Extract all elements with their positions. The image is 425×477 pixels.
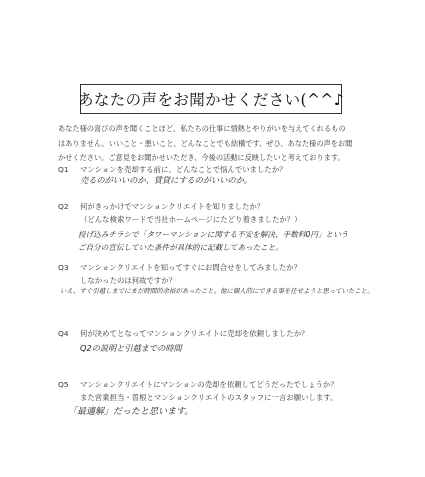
question-text: また営業担当・曽根とマンションクリエイトのスタッフに一言お願いします。	[80, 393, 338, 402]
question-5	[58, 378, 338, 404]
question-number: Q4	[58, 329, 69, 338]
intro-paragraph	[58, 122, 378, 166]
intro-line: あなた様の喜びの声を聞くことほど、私たちの仕事に情熱とやりがいを与えてくれるもの	[58, 124, 346, 133]
answer-1: 売るのがいいのか、賃貸にするのがいいのか。	[80, 175, 252, 185]
question-number: Q5	[58, 380, 69, 389]
question-text: 何が決めてとなってマンションクリエイトに売却を依頼しましたか？	[80, 329, 309, 338]
intro-line: はありません。いいこと・悪いこと、どんなことでも結構です。ぜひ、あなた様の声をお聞	[58, 138, 353, 148]
question-text: マンションクリエイトにマンションの売却を依頼してどうだったでしょうか？	[80, 380, 338, 389]
question-4	[58, 327, 308, 340]
question-2	[58, 200, 302, 226]
question-text: （どんな検索ワードで当社ホームページにたどり着きましたか？）	[80, 215, 302, 224]
question-number: Q1	[58, 165, 69, 174]
question-3	[58, 261, 301, 287]
survey-title-box	[77, 84, 345, 114]
answer-5: 「最適解」だったと思います。	[68, 407, 194, 417]
question-text: しなかったのは何故ですか？	[80, 276, 177, 285]
question-text: 何がきっかけでマンションクリエイトを知りましたか？	[80, 202, 265, 211]
answer-3: いえ、すぐ引越しまでにまだ時間的余裕があったこと。他に個人的にできる事を任せようと思っていたこと。	[60, 287, 374, 295]
intro-line: かせください。ご意見をお聞かせいただき、今後の活動に反映したいと考えております。	[58, 153, 345, 162]
question-text: マンションクリエイトを知ってすぐにお問合せをしてみましたか？	[80, 263, 302, 272]
question-number: Q2	[58, 202, 69, 211]
question-text: マンションを売却する前に、どんなことで悩んでいましたか？	[80, 165, 287, 174]
answer-2-line-1: 投げ込みチラシで「タワーマンションに関する不安を解決、手数料0円」という	[78, 230, 349, 239]
answer-4: Q2の説明と引越までの時間	[80, 343, 182, 353]
answer-2-line-2: ご自分の宣伝していた条件が具体的に記載してあったこと。	[78, 243, 283, 252]
survey-title: あなたの声をお聞かせください(^^♪	[77, 91, 345, 109]
question-number: Q3	[58, 263, 69, 272]
